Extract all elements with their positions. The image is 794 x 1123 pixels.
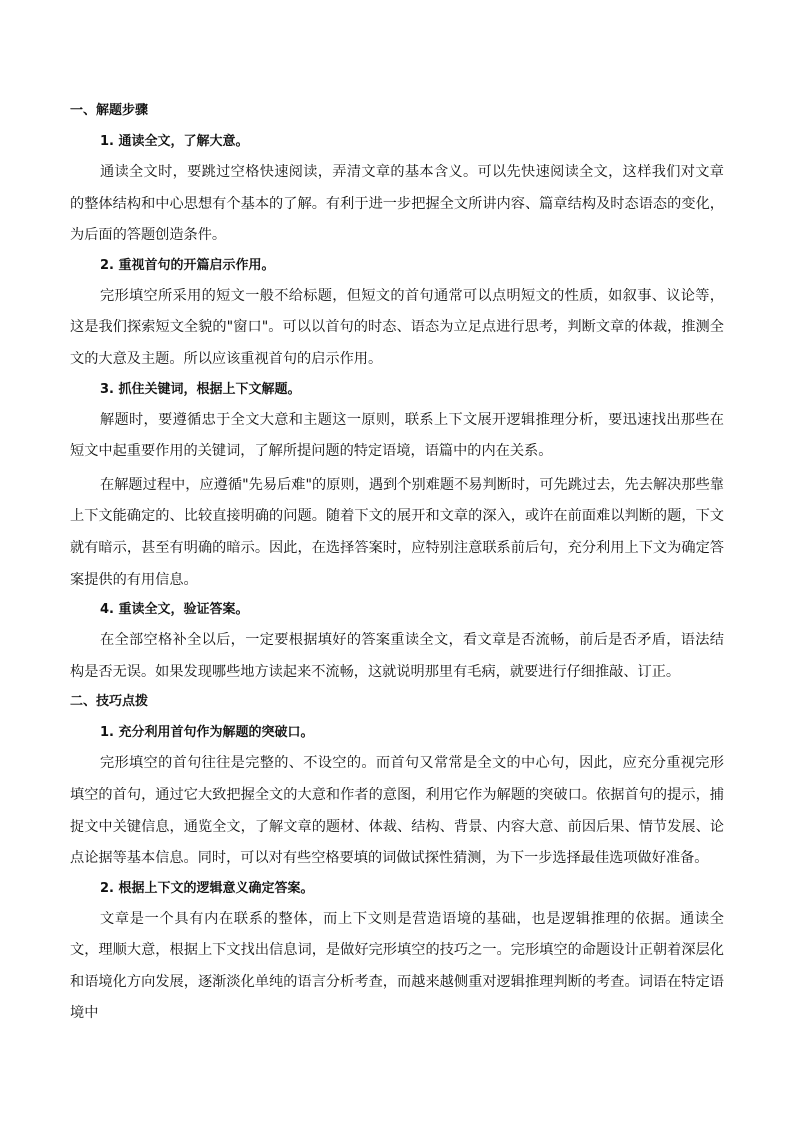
document-content — [70, 98, 724, 1030]
tip-1-title: 1. 充分利用首句作为解题的突破口。 — [100, 725, 314, 741]
section-title-tips: 二、技巧点拨 — [70, 694, 149, 710]
tip-1-paragraph: 完形填空的首句往往是完整的、不设空的。而首句又常常是全文的中心句，因此，应充分重视完形填空的首句，通过它大致把握全文的大意和作者的意图，利用它作为解题的突破口。依据首句的提示，捕捉文中关键信息，通览全文，了解文章的题材、体裁、结构、背景、内容大意、前因后果、情节发展、论点论据等基本信息。同时，可以对有些空格要填的词做试探性猜测，为下一步选择最佳选项做好准备。 — [70, 755, 724, 867]
step-4-paragraph: 在全部空格补全以后，一定要根据填好的答案重读全文，看文章是否流畅，前后是否矛盾，语法结构是否无误。如果发现哪些地方读起来不流畅，这就说明那里有毛病，就要进行仔细推敲、订正。 — [70, 632, 724, 680]
step-1-paragraph: 通读全文时，要跳过空格快速阅读，弄清文章的基本含义。可以先快速阅读全文，这样我们对文章的整体结构和中心思想有个基本的了解。有利于进一步把握全文所讲内容、篇章结构及时态语态的变化，为后面的答题创造条件。 — [70, 164, 724, 244]
step-2-paragraph: 完形填空所采用的短文一般不给标题，但短文的首句通常可以点明短文的性质，如叙事、议论等，这是我们探索短文全貌的"窗口"。可以以首句的时态、语态为立足点进行思考，判断文章的体裁，推测全文的大意及主题。所以应该重视首句的启示作用。 — [70, 287, 724, 367]
tip-2-paragraph: 文章是一个具有内在联系的整体，而上下文则是营造语境的基础，也是逻辑推理的依据。通读全文，理顺大意，根据上下文找出信息词，是做好完形填空的技巧之一。完形填空的命题设计正朝着深层化和语境化方向发展，逐渐淡化单纯的语言分析考查，而越来越侧重对逻辑推理判断的考查。词语在特定语境中 — [70, 910, 724, 1022]
step-4-title: 4. 重读全文，验证答案。 — [100, 602, 249, 618]
section-title-steps: 一、解题步骤 — [70, 103, 149, 118]
tip-2-title: 2. 根据上下文的逻辑意义确定答案。 — [100, 880, 314, 896]
step-2-title: 2. 重视首句的开篇启示作用。 — [100, 257, 275, 273]
step-3-paragraph-1: 解题时，要遵循忠于全文大意和主题这一原则，联系上下文展开逻辑推理分析，要迅速找出那些在短文中起重要作用的关键词，了解所提问题的特定语境，语篇中的内在关系。 — [70, 411, 724, 460]
step-1-title: 1. 通读全文，了解大意。 — [100, 134, 249, 149]
step-3-paragraph-2: 在解题过程中，应遵循"先易后难"的原则，遇到个别难题不易判断时，可先跳过去，先去解决那些靠上下文能确定的、比较直接明确的问题。随着下文的展开和文章的深入，或许在前面难以判断的题，下文就有暗示，甚至有明确的暗示。因此，在选择答案时，应特别注意联系前后句，充分利用上下文为确定答案提供的有用信息。 — [70, 476, 724, 588]
step-3-title: 3. 抓住关键词，根据上下文解题。 — [100, 381, 301, 397]
